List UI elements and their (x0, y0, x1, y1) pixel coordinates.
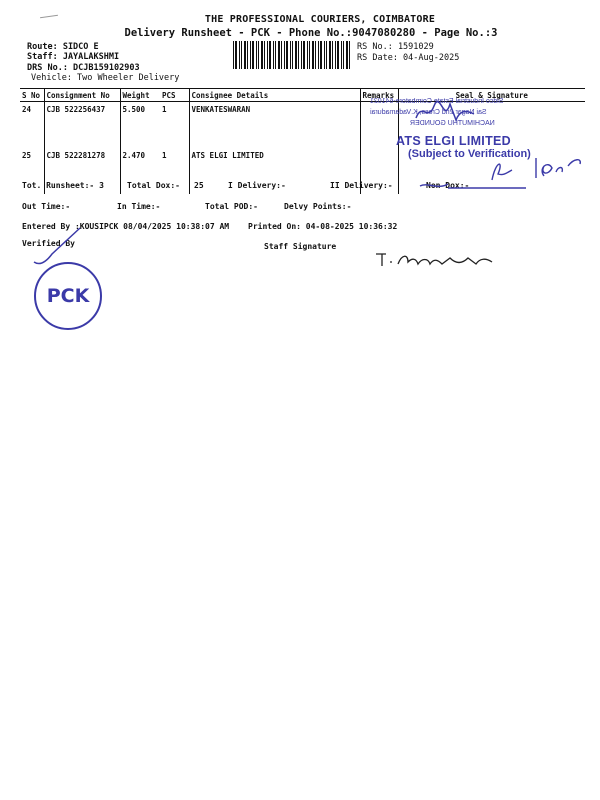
delvy-points-label: Delvy Points:- (284, 202, 352, 211)
cell-sno: 25 (22, 151, 32, 160)
barcode (232, 41, 354, 69)
vehicle-label: Vehicle: Two Wheeler Delivery (31, 73, 180, 83)
barcode-bar (307, 41, 308, 69)
pck-stamp: PCK (34, 262, 102, 330)
barcode-bar (286, 41, 288, 69)
staff-signature-label: Staff Signature (264, 242, 337, 251)
barcode-bar (349, 41, 350, 69)
barcode-bar (269, 41, 271, 69)
barcode-bar (264, 41, 265, 69)
address-stamp-line2: Sai Nagar 2nd Cross, K.Vadamadurai (370, 109, 487, 116)
rs-number: RS No.: 1591029 (357, 42, 434, 52)
barcode-bar (244, 41, 246, 69)
cell-sno: 24 (22, 105, 32, 114)
col-header-sno: S No (20, 89, 44, 102)
staff-label: Staff: JAYALAKSHMI (27, 52, 120, 62)
address-stamp-line1: Sidco Industrial Estate Coimbatore-641021 (370, 98, 504, 105)
signature-scribble-row1 (412, 96, 482, 128)
drs-number: DRS No.: DCJB159102903 (27, 63, 140, 73)
barcode-bar (281, 41, 282, 69)
barcode-bar (275, 41, 276, 69)
route-label: Route: SIDCO E (27, 42, 99, 52)
barcode-bar (239, 41, 240, 69)
total-pod-label: Total POD:- (205, 202, 258, 211)
rs-date: RS Date: 04-Aug-2025 (357, 53, 460, 63)
cell-weight: 2.470 (120, 148, 160, 194)
strike-scribble (418, 180, 530, 194)
barcode-bar (250, 41, 251, 69)
ii-delivery-label: II Delivery:- (330, 181, 393, 190)
company-stamp-name: ATS ELGI LIMITED (396, 134, 511, 148)
verified-by-label: Verified By (22, 239, 75, 248)
barcode-bar (278, 41, 280, 69)
barcode-bar (301, 41, 302, 69)
i-delivery-label: I Delivery:- (228, 181, 286, 190)
barcode-bar (315, 41, 316, 69)
runsheet-title: Delivery Runsheet - PCK - Phone No.:9047080280 - Page No.:3 (124, 27, 498, 39)
barcode-bar (298, 41, 299, 69)
barcode-bar (290, 41, 291, 69)
col-header-consignee: Consignee Details (189, 89, 360, 102)
col-header-pcs: PCS (160, 89, 189, 102)
printed-on: Printed On: 04-08-2025 10:36:32 (248, 222, 398, 231)
cell-consignment: CJB 522256437 (44, 102, 120, 149)
cell-consignee: ATS ELGI LIMITED (189, 148, 360, 194)
barcode-bar (312, 41, 314, 69)
entered-by: Entered By :KOUSIPCK 08/04/2025 10:38:07 AM (22, 222, 230, 231)
barcode-bar (233, 41, 234, 69)
barcode-bar (309, 41, 310, 69)
total-dox-label: Total Dox:- (127, 181, 180, 190)
barcode-bar (326, 41, 327, 69)
barcode-bar (332, 41, 333, 69)
out-time-label: Out Time:- (22, 202, 71, 211)
barcode-bar (284, 41, 285, 69)
non-dox-label: Non Dox:- (426, 181, 470, 190)
company-name: THE PROFESSIONAL COURIERS, COIMBATORE (204, 14, 436, 25)
barcode-bar (329, 41, 331, 69)
address-stamp-line3: NACHIMUTHU GOUNDER (410, 120, 495, 127)
barcode-bar (261, 41, 263, 69)
total-dox-value: 25 (194, 181, 204, 190)
barcode-bar (343, 41, 344, 69)
barcode-bar (247, 41, 248, 69)
cell-consignee: VENKATESWARAN (189, 102, 360, 149)
barcode-bar (303, 41, 305, 69)
barcode-bar (273, 41, 274, 69)
cell-pcs: 1 (162, 151, 167, 160)
barcode-bar (267, 41, 268, 69)
in-time-label: In Time:- (117, 202, 161, 211)
barcode-bar (258, 41, 259, 69)
col-header-consignment: Consignment No (44, 89, 120, 102)
col-header-remarks: Remarks (360, 89, 398, 102)
barcode-bar (341, 41, 342, 69)
col-header-weight: Weight (120, 89, 160, 102)
col-header-seal: Seal & Signature (398, 89, 585, 102)
staff-signature-scribble (372, 248, 500, 272)
cell-consignment: CJB 522281278 (44, 148, 120, 194)
company-stamp-note: (Subject to Verification) (408, 148, 531, 160)
cell-weight: 5.500 (120, 102, 160, 149)
barcode-bar (256, 41, 257, 69)
barcode-bar (252, 41, 254, 69)
barcode-bar (241, 41, 242, 69)
barcode-bar (337, 41, 339, 69)
barcode-bar (295, 41, 297, 69)
barcode-bar (320, 41, 322, 69)
barcode-bar (318, 41, 319, 69)
tot-runsheet: Tot. Runsheet:- 3 (22, 181, 104, 190)
barcode-bar (292, 41, 293, 69)
cell-pcs: 1 (162, 105, 167, 114)
barcode-bar (335, 41, 336, 69)
barcode-bar (235, 41, 237, 69)
barcode-bar (324, 41, 325, 69)
barcode-bar (346, 41, 348, 69)
